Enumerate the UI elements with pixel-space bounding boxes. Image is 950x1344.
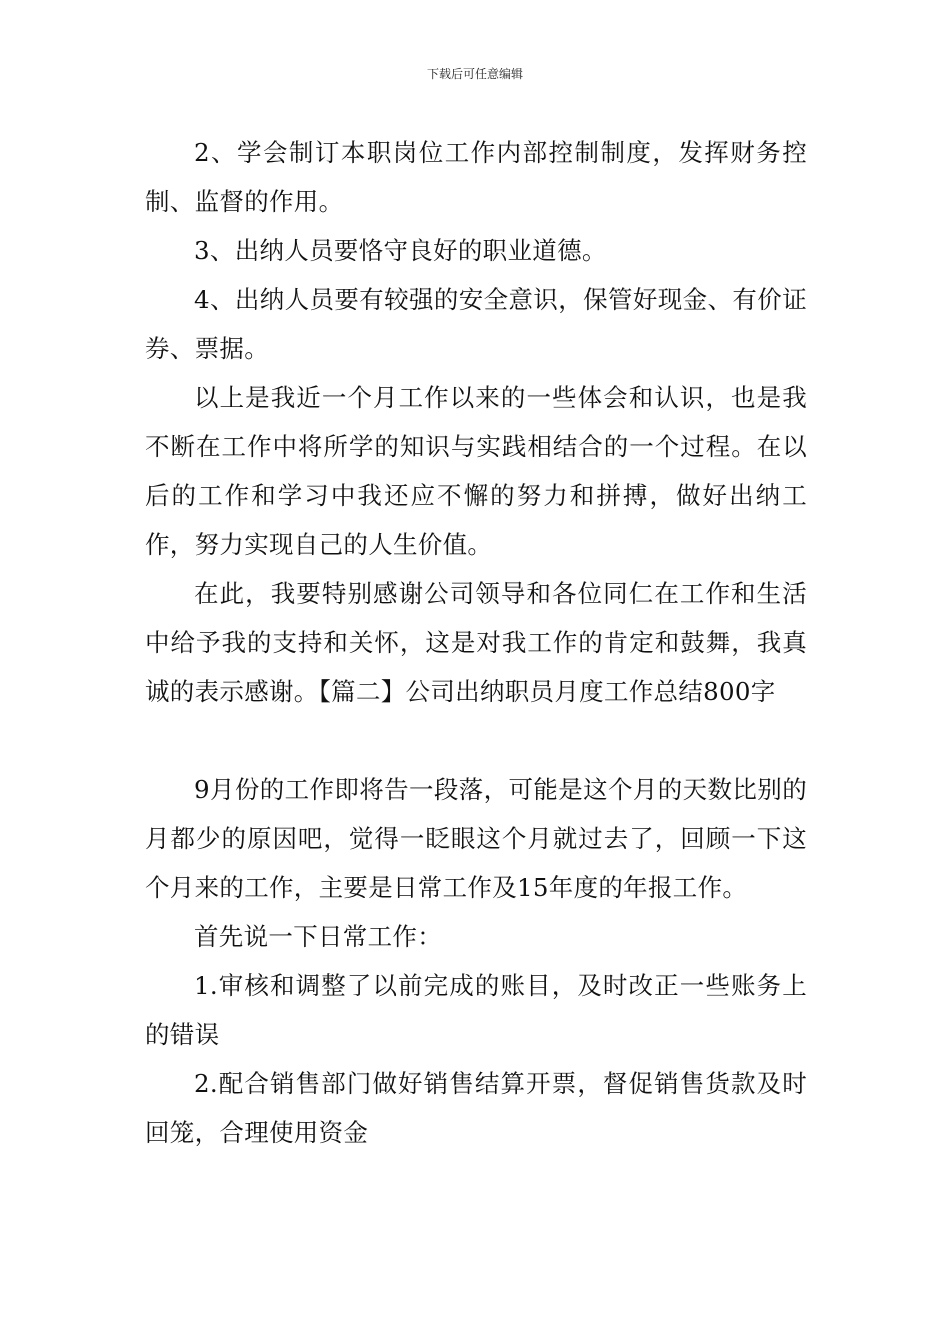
paragraph-daily-work-heading: 首先说一下日常工作： bbox=[194, 922, 442, 951]
page-header-note: 下载后可任意编辑 bbox=[426, 67, 523, 81]
paragraph-september-intro: 9月份的工作即将告一段落，可能是这个月的天数比别的月都少的原因吧，觉得一眨眼这个月就过去了，回顾一下这个月来的工作，主要是日常工作及15年度的年报工作。 bbox=[145, 775, 807, 902]
paragraph-point-2: 2、学会制订本职岗位工作内部控制制度，发挥财务控制、监督的作用。 bbox=[145, 138, 807, 216]
paragraph-reflection: 以上是我近一个月工作以来的一些体会和认识，也是我不断在工作中将所学的知识与实践相结合的一个过程。在以后的工作和学习中我还应不懈的努力和拼搏，做好出纳工作，努力实现自己的人生价值。 bbox=[145, 383, 807, 559]
document-body bbox=[145, 128, 807, 1157]
paragraph-thanks: 在此，我要特别感谢公司领导和各位同仁在工作和生活中给予我的支持和关怀，这是对我工作的肯定和鼓舞，我真诚的表示感谢。【篇二】公司出纳职员月度工作总结800字 bbox=[145, 579, 807, 706]
paragraph-point-3: 3、出纳人员要恪守良好的职业道德。 bbox=[194, 236, 607, 265]
paragraph-point-4: 4、出纳人员要有较强的安全意识，保管好现金、有价证券、票据。 bbox=[145, 285, 807, 363]
paragraph-item-1: 1.审核和调整了以前完成的账目，及时改正一些账务上的错误 bbox=[145, 971, 807, 1049]
paragraph-spacer bbox=[145, 716, 807, 765]
paragraph-item-2: 2.配合销售部门做好销售结算开票，督促销售货款及时回笼，合理使用资金 bbox=[145, 1069, 807, 1147]
